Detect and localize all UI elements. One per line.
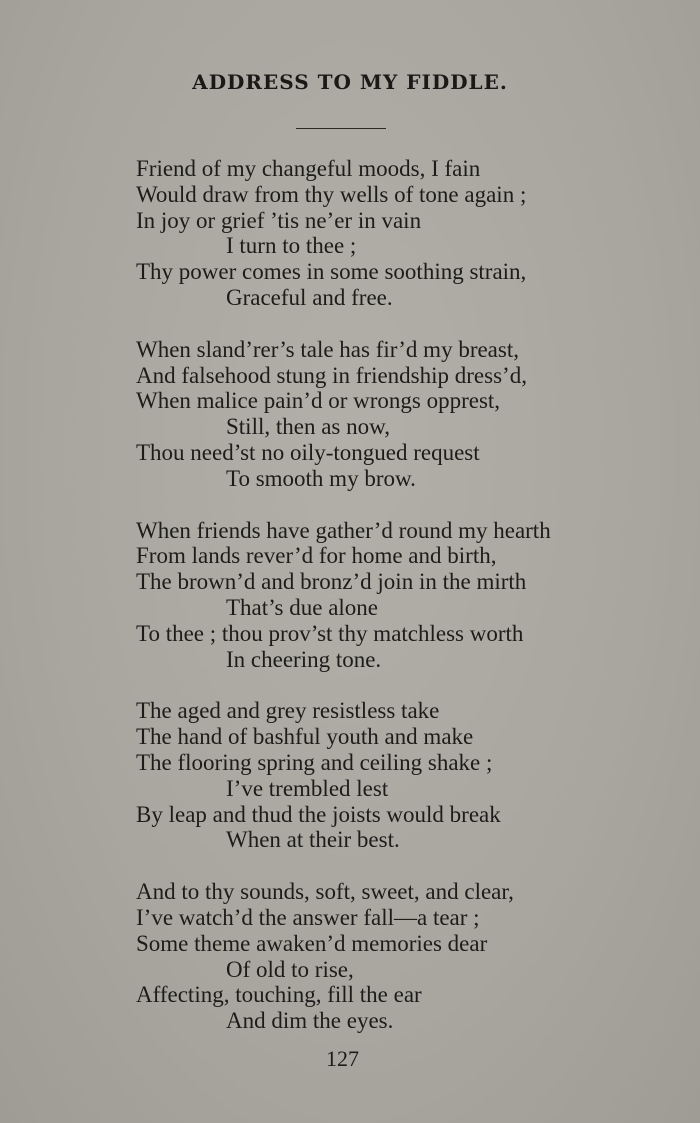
poem-line: I’ve watch’d the answer fall—a tear ; [136, 904, 480, 930]
poem-line-indented: And dim the eyes. [226, 1008, 394, 1034]
stanza-4 [136, 698, 676, 853]
poem-line-indented: That’s due alone [226, 594, 379, 620]
poem-line: The flooring spring and ceiling shake ; [136, 749, 493, 775]
poem-line-indented: Of old to rise, [226, 956, 354, 982]
poem-line: By leap and thud the joists would break [136, 801, 501, 827]
poem-line: Friend of my changeful moods, I fain [136, 156, 481, 181]
poem-line: The brown’d and bronz’d join in the mirth [136, 569, 527, 595]
poem-line: To thee ; thou prov’st thy matchless worth [136, 620, 524, 646]
poem-line: In joy or grief ’tis ne’er in vain [136, 207, 422, 233]
poem-line: Some theme awaken’d memories dear [136, 930, 488, 956]
poem-line: And falsehood stung in friendship dress’d, [136, 362, 527, 388]
poem-line-indented: To smooth my brow. [226, 465, 416, 491]
poem-line: The hand of bashful youth and make [136, 724, 474, 750]
stanza-1 [136, 156, 676, 311]
poem-line: From lands rever’d for home and birth, [136, 543, 497, 569]
poem-title: ADDRESS TO MY FIDDLE. [192, 70, 508, 94]
poem-line: Thy power comes in some soothing strain, [136, 259, 527, 285]
poem-line: The aged and grey resistless take [136, 698, 440, 724]
poem-line: Would draw from thy wells of tone again ; [136, 181, 527, 207]
poem-line: Affecting, touching, fill the ear [136, 982, 422, 1008]
poem-line-indented: In cheering tone. [226, 646, 382, 672]
poem-line-indented: Still, then as now, [226, 414, 390, 440]
poem-line: When sland’rer’s tale has fir’d my breast, [136, 336, 519, 362]
poem-line: Thou need’st no oily-tongued request [136, 439, 480, 465]
poem-line-indented: When at their best. [226, 827, 400, 853]
poem-line: When friends have gather’d round my hearth [136, 517, 551, 543]
stanza-5 [136, 879, 676, 1034]
poem-line: When malice pain’d or wrongs opprest, [136, 388, 501, 414]
poem-line-indented: I’ve trembled lest [226, 775, 389, 801]
poem-line-indented: Graceful and free. [226, 284, 393, 310]
stanza-3 [136, 518, 676, 673]
poem-line: And to thy sounds, soft, sweet, and clear, [136, 879, 514, 905]
poem-body [136, 156, 676, 1060]
page-number: 127 [326, 1046, 359, 1071]
stanza-2 [136, 337, 676, 492]
poem-line-indented: I turn to thee ; [226, 233, 357, 259]
title-divider [296, 128, 386, 129]
